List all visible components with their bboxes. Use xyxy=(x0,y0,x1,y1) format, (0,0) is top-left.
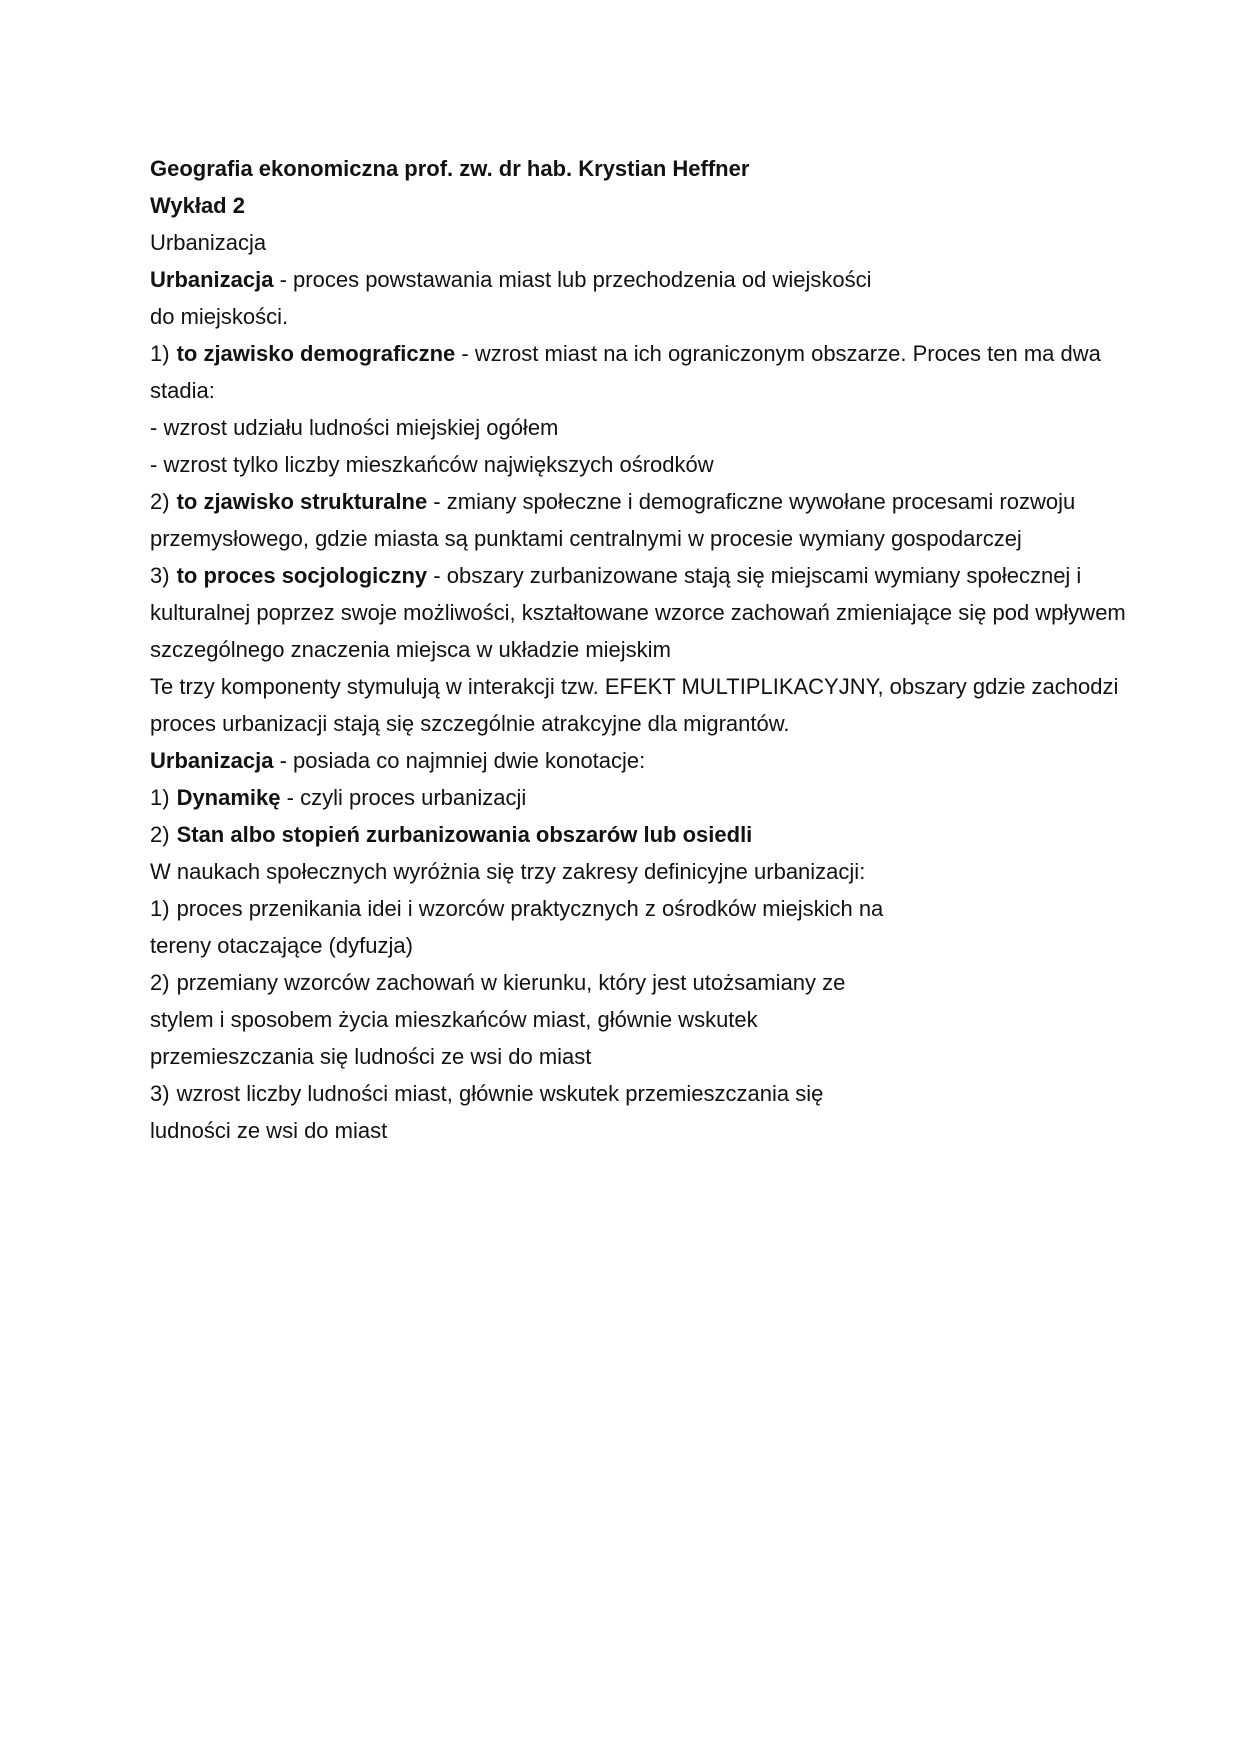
definition-text: - proces powstawania miast lub przechodzenia od wiejskości xyxy=(273,267,872,292)
aspect-structural-term: to zjawisko strukturalne xyxy=(176,489,428,514)
aspect-structural-text: - zmiany społeczne i demograficzne wywołane procesami rozwoju przemysłowego, gdzie miasta są punktami centralnymi w procesie wymiany gospodarczej xyxy=(150,489,1076,551)
scopes-intro: W naukach społecznych wyróżnia się trzy zakresy definicyjne urbanizacji: xyxy=(150,859,866,884)
lecture-title: Wykład 2 xyxy=(150,193,245,218)
aspect-structural xyxy=(150,483,1132,557)
topic-heading: Urbanizacja xyxy=(150,230,267,255)
connotation-dynamics-text: - czyli proces urbanizacji xyxy=(280,785,527,810)
multiplier-effect-note: Te trzy komponenty stymulują w interakcji tzw. EFEKT MULTIPLIKACYJNY, obszary gdzie zachodzi proces urbanizacji stają się szczególnie atrakcyjne dla migrantów. xyxy=(150,674,1119,736)
scope-line: ludności ze wsi do miast xyxy=(150,1118,388,1143)
aspect-demographic xyxy=(150,335,1132,409)
connotation-dynamics-term: Dynamikę xyxy=(176,785,281,810)
aspect-sociological-term: to proces socjologiczny xyxy=(176,563,428,588)
definition-term: Urbanizacja xyxy=(150,267,274,292)
scope-line: przemieszczania się ludności ze wsi do miast xyxy=(150,1044,592,1069)
scope-item-diffusion xyxy=(150,890,1132,964)
scope-1-text: proces przenikania idei i wzorców praktycznych z ośrodków miejskich na xyxy=(176,896,884,921)
connotation-dynamics xyxy=(150,779,1132,816)
scope-1-number: 1) xyxy=(150,896,170,921)
connotations-text: - posiada co najmniej dwie konotacje: xyxy=(273,748,646,773)
scope-3-number: 3) xyxy=(150,1081,170,1106)
definition-continuation: do miejskości. xyxy=(150,304,289,329)
aspect-sociological-number: 3) xyxy=(150,563,170,588)
connotation-dynamics-number: 1) xyxy=(150,785,170,810)
scope-line xyxy=(150,890,1132,927)
aspect-demographic-text: - wzrost miast na ich ograniczonym obszarze. Proces ten ma dwa stadia: xyxy=(150,341,1101,403)
scope-item-population xyxy=(150,1075,1132,1149)
course-title: Geografia ekonomiczna prof. zw. dr hab. Krystian Heffner xyxy=(150,156,750,181)
connotation-state-term: Stan albo stopień zurbanizowania obszarów lub osiedli xyxy=(176,822,753,847)
scope-line: tereny otaczające (dyfuzja) xyxy=(150,933,413,958)
connotation-state xyxy=(150,816,1132,853)
aspect-demographic-term: to zjawisko demograficzne xyxy=(176,341,456,366)
scope-3-text: wzrost liczby ludności miast, głównie wskutek przemieszczania się xyxy=(176,1081,824,1106)
stage-item-2: - wzrost tylko liczby mieszkańców największych ośrodków xyxy=(150,452,714,477)
definition-paragraph xyxy=(150,261,1132,298)
stage-item-1: - wzrost udziału ludności miejskiej ogółem xyxy=(150,415,559,440)
connotation-state-number: 2) xyxy=(150,822,170,847)
scope-line: stylem i sposobem życia mieszkańców miast, głównie wskutek xyxy=(150,1007,758,1032)
scope-line xyxy=(150,1075,1132,1112)
aspect-sociological-text: - obszary zurbanizowane stają się miejscami wymiany społecznej i kulturalnej poprzez swoje możliwości, kształtowane wzorce zachowań zmieniające się pod wpływem szczególnego znaczenia miejsca w układzie miejskim xyxy=(150,563,1126,662)
aspect-sociological xyxy=(150,557,1132,668)
scope-2-text: przemiany wzorców zachowań w kierunku, który jest utożsamiany ze xyxy=(176,970,846,995)
connotations-paragraph xyxy=(150,742,1132,779)
connotations-term: Urbanizacja xyxy=(150,748,274,773)
scope-item-behavior xyxy=(150,964,1132,1075)
scope-2-number: 2) xyxy=(150,970,170,995)
aspect-structural-number: 2) xyxy=(150,489,170,514)
scope-line xyxy=(150,964,1132,1001)
aspect-demographic-number: 1) xyxy=(150,341,170,366)
